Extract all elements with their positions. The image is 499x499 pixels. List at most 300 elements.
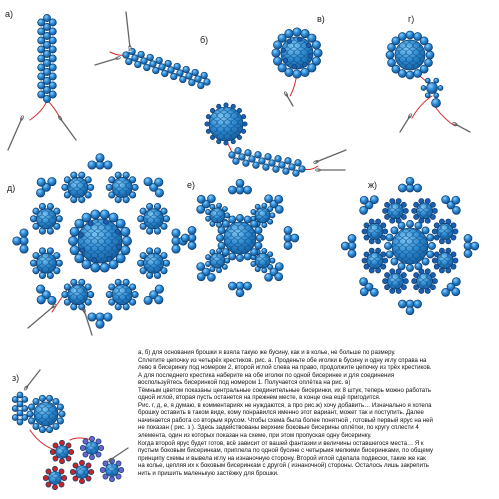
pendant-ring-bead [79,479,84,484]
chain-bead-b2 [289,164,296,171]
petal-bead [442,196,450,204]
needle-b-top [126,12,130,48]
chain-bead-a [49,28,56,35]
petal-bead [452,196,460,204]
tier-chain-bead [12,406,18,412]
tail-ring-bead [434,78,439,83]
petal-bead [360,278,368,286]
petal-bead [172,245,180,253]
chain-bead-b [204,79,211,86]
chain-bead-b2 [283,168,290,175]
connector-bead-v [283,58,288,63]
base-ring-bead [206,129,210,133]
connector-bead-v [287,39,292,44]
chain-bead-b [165,60,172,67]
petal-bead [360,288,368,296]
petal-bead [228,186,236,194]
surround-bead [453,258,458,263]
tier-chain-bead [17,410,23,416]
surround-bead [163,260,169,266]
pendant-ring-bead [52,485,57,490]
instruction-line: нить и пришить маленькую застёжку для брошки. [138,469,279,477]
petal-bead [228,282,236,290]
tail-ring-bead [434,93,439,98]
chain-bead-b [180,76,187,83]
petal-bead [197,263,205,271]
pendant-ring-bead [83,439,88,444]
base-ring-bead [224,103,228,107]
center-wrap-bead-e [229,253,236,260]
pendant-large-bead-facets [76,466,88,478]
base-large-bead-b-facets [210,108,243,141]
tier-wrap-bead-z [33,423,39,429]
wrap-bead-v [293,28,301,36]
flower-large-bead-facets [37,254,56,273]
wrap-bead-g [406,31,414,39]
thread-a [30,100,60,120]
surround-bead [432,279,437,284]
instruction-line: элемента, один из которых показан на схеме, при этом пропуская одну бисеринку. [138,432,372,440]
surround-bead [270,213,275,218]
bead-number-2: 2 [171,47,175,54]
petal-bead [244,186,252,194]
pendant-ring-bead [99,445,104,450]
center-wrap-bead-zh [428,242,435,249]
flower-large-bead-facets [144,209,163,228]
chain-bead-a [49,64,56,71]
petal-bead [144,296,152,304]
petal-bead [275,263,283,271]
petal-bead [88,313,96,321]
center-wrap-bead-e [229,216,236,223]
wrapped-bead-v-facets [282,38,313,69]
center-large-bead-d-facets [79,220,122,263]
pendant-large-bead-facets [49,472,61,484]
chain-bead-b2 [269,160,276,167]
petal-bead [414,184,422,192]
pendant-ring-bead [73,463,78,468]
bead-number-1: 1 [128,47,132,54]
surround-bead [432,208,437,213]
surround-bead [30,216,36,222]
center-wrap-bead-zh [398,263,405,270]
pendant-ring-bead [103,461,108,466]
chain-bead-b [198,82,205,89]
pendant-ring-bead [96,452,101,457]
chain-bead-a [38,19,45,26]
flower-large-bead-facets [37,209,56,228]
center-wrap-bead-e [255,227,262,234]
center-wrap-bead-d [100,210,109,219]
chain-bead-b2 [233,158,240,165]
surround-bead [453,229,458,234]
chain-bead-b2 [243,160,250,167]
surround-bead [225,213,230,218]
chain-bead-b [156,57,163,64]
flower-large-bead-facets [68,285,87,304]
surround-bead [138,216,144,222]
figure-label-d: д) [7,183,16,193]
chain-bead-b [186,73,193,80]
pendant-ring-bead [53,456,58,461]
petal-bead [452,278,460,286]
pendant-ring-bead [116,474,121,479]
connector-bead-v [302,62,307,67]
petal-bead [48,296,56,304]
petal-bead [398,300,406,308]
pendant-ring-bead [86,463,91,468]
surround-bead [412,279,417,284]
thread-b-left [110,52,124,55]
needle-z-top [26,370,40,388]
tier-wrap-bead-z [28,418,34,424]
chain-bead-b2 [249,156,256,163]
pendant-ring-bead [73,476,78,481]
center-wrap-bead-zh [422,227,429,234]
petal-bead [155,296,163,304]
chain-bead-b [192,69,199,76]
chain-bead-a [49,46,56,53]
wrap-bead-g [406,71,414,79]
base-ring-bead [231,139,235,143]
center-connector-bead-d [117,244,122,249]
center-wrap-bead-d [100,263,109,272]
instruction-line: Сплетите цепочку из четырёх крестиков. рис. а. Проденьте обе иголки в бусину и одну иглу справа на [138,356,427,364]
pendant-ring-bead [59,482,64,487]
wrapped-bead-g-facets [396,41,425,70]
figure-label-zh: ж) [368,180,378,190]
center-wrap-bead-d [121,227,130,236]
center-wrap-bead-e [216,234,223,241]
wrap-bead-v [273,57,281,65]
petal-bead [96,320,104,328]
chain-bead-b [150,61,157,68]
tier-chain-bead [12,397,18,403]
center-connector-bead-d [92,258,97,263]
chain-bead-a [38,46,45,53]
base-ring-bead [217,139,221,143]
center-wrap-bead-e [222,249,229,256]
chain-bead-b2 [273,166,280,173]
figure-label-b: б) [200,35,209,45]
tail-bead-g [427,83,438,94]
base-ring-bead [243,122,247,126]
tier-chain-bead [22,415,28,421]
pendant-ring-bead [43,475,48,480]
chain-bead-b2 [259,158,266,165]
center-wrap-bead-e [218,242,225,249]
flower-large-bead-facets [417,203,432,218]
chain-bead-a [38,28,45,35]
surround-bead [30,260,36,266]
surround-bead [87,291,93,297]
chain-bead-b [147,54,154,61]
pendant-ring-bead [70,469,75,474]
surround-bead [106,291,112,297]
pendant-ring-bead [66,443,71,448]
petal-bead [370,288,378,296]
petal-bead [197,205,205,213]
wrap-bead-v [312,41,320,49]
petal-bead [155,178,163,186]
center-wrap-bead-e [236,214,243,221]
instruction-line: одной иглой, вторая пусть останется на прежнем месте, в конце она ещё пригодится. [138,394,381,402]
petal-bead [172,229,180,237]
surround-bead [138,260,144,266]
chain-bead-b [159,64,166,71]
petal-bead [155,285,163,293]
petal-bead [236,289,244,297]
chain-bead-b2 [255,152,262,159]
pendant-ring-bead [59,469,64,474]
surround-bead [132,184,138,190]
center-wrap-bead-zh [406,264,413,271]
pendant-ring-bead [69,449,74,454]
surround-bead [106,184,112,190]
petal-bead [398,184,406,192]
base-ring-bead [241,115,245,119]
center-wrap-bead-e [222,220,229,227]
center-wrap-bead-e [256,234,263,241]
petal-bead [144,177,152,185]
petal-bead [36,285,44,293]
wrap-bead-v [293,70,301,78]
tier-wrap-bead-z [39,395,45,401]
pendant-large-bead-facets [56,446,68,458]
surround-bead [403,208,408,213]
petal-bead [275,205,283,213]
wrap-bead-g [414,69,422,77]
pendant-ring-bead [86,476,91,481]
tier-chain-bead [17,419,23,425]
instruction-line: на колье, цепляя их к боковым бисеринкам с другой ( изнаночной) стороны. Осталось лишь закрепить [138,462,429,470]
flower-large-bead-facets [113,178,132,197]
petal-bead [188,242,196,250]
pendant-ring-bead [119,467,124,472]
surround-bead [383,258,388,263]
chain-bead-a [38,64,45,71]
chain-bead-b2 [299,166,306,173]
pendant-ring-bead [100,467,105,472]
chain-bead-b2 [229,152,236,159]
petal-bead [406,177,414,185]
pendant-ring-bead [52,466,57,471]
instructions-text [138,349,494,477]
wrap-bead-v [301,68,309,76]
wrap-bead-g [398,33,406,41]
chain-bead-b [174,63,181,70]
needle-b-left [95,58,118,65]
base-ring-bead [210,108,214,112]
tail-ring-bead [421,86,426,91]
petal-bead [275,273,283,281]
pendant-ring-bead [50,449,55,454]
pendant-ring-bead [89,455,94,460]
petal-bead [181,234,189,242]
chain-bead-b2 [285,158,292,165]
petal-bead [464,234,472,242]
base-ring-bead [237,135,241,139]
center-wrap-bead-zh [406,220,413,227]
pendant-ring-bead [83,452,88,457]
center-connector-bead-d [115,229,120,234]
chain-bead-b2 [265,154,272,161]
wrap-bead-g [388,59,396,67]
surround-bead [432,258,437,263]
chain-bead-b2 [293,170,300,177]
pendant-ring-bead [89,469,94,474]
flower-large-bead-facets [367,253,382,268]
petal-bead [236,179,244,187]
chain-bead-b [183,66,190,73]
tier-wrap-bead-z [33,398,39,404]
chain-bead-b2 [279,162,286,169]
wrap-bead-g [386,51,394,59]
surround-bead [225,258,230,263]
chain-bead-b2 [245,150,252,157]
petal-bead [452,288,460,296]
needle-a-left [8,118,22,150]
base-ring-bead [210,135,214,139]
wrap-bead-v [314,49,322,57]
wrap-bead-g [426,51,434,59]
surround-bead [403,279,408,284]
petal-bead [188,226,196,234]
chain-bead-b [141,58,148,65]
chain-bead-b [162,70,169,77]
flower-large-bead-facets [417,274,432,289]
flower-large-bead-facets [144,254,163,273]
pendant-ring-bead [46,469,51,474]
surround-bead [62,291,68,297]
petal-bead [20,229,28,237]
center-wrap-bead-d [70,227,79,236]
center-wrap-bead-d [75,254,84,263]
tier-chain-bead [22,406,28,412]
petal-bead [442,288,450,296]
figure-label-a: а) [5,9,14,19]
base-ring-bead [224,141,228,145]
center-connector-bead-d [107,256,112,261]
flower-large-bead-facets [388,274,403,289]
bead-number-3: 3 [311,155,315,162]
tier-wrap-bead-z [46,395,52,401]
chain-bead-b2 [275,156,282,163]
tail-ring-bead [438,86,443,91]
pendant-large-bead-facets [106,464,118,476]
petal-bead [284,226,292,234]
petal-bead [291,234,299,242]
chain-bead-a [49,91,56,98]
chain-bead-b [201,72,208,79]
pendant-large-bead-facets [86,442,98,454]
petal-bead [452,206,460,214]
petal-bead [370,196,378,204]
chain-bead-a [49,73,56,80]
petal-bead [360,206,368,214]
petal-bead [341,242,349,250]
center-wrap-bead-e [251,220,258,227]
flower-large-bead-facets [210,208,224,222]
pendant-ring-bead [53,443,58,448]
petal-bead [197,195,205,203]
petal-bead [197,273,205,281]
chain-bead-a [49,19,56,26]
petal-bead [13,237,21,245]
petal-bead [37,296,45,304]
petal-bead [207,195,215,203]
pendant-ring-bead [62,475,67,480]
center-connector-bead-d [88,221,93,226]
needle-a-right [60,118,76,140]
wrap-bead-g [424,43,432,51]
base-ring-bead [231,104,235,108]
surround-bead [62,184,68,190]
flower-large-bead-facets [388,203,403,218]
connector-bead-v [297,37,302,42]
center-wrap-bead-e [255,242,262,249]
center-wrap-bead-zh [386,251,393,258]
center-wrap-bead-zh [391,227,398,234]
center-wrap-bead-zh [415,222,422,229]
center-large-bead-zh-facets [393,229,428,264]
needle-z-right [110,448,128,460]
instruction-line: начинается работа со вторым ярусом. Чтобы схема была более понятной , готовый первый ярус на ней [138,416,433,424]
surround-bead [163,216,169,222]
petal-bead [348,250,356,258]
flower-large-bead-facets [256,208,270,222]
base-ring-bead [237,108,241,112]
chain-bead-b2 [263,164,270,171]
needle-d-left [28,306,54,328]
chain-bead-b [153,67,160,74]
surround-bead [432,229,437,234]
chain-bead-a [49,37,56,44]
center-wrap-bead-d [68,236,77,245]
base-ring-bead [241,129,245,133]
pendant-ring-bead [89,436,94,441]
petal-bead [36,189,44,197]
surround-bead [87,184,93,190]
instruction-line: а, б) для основания брошки я взяла такую же бусину, как и в колье, не больше по размеру. [138,349,396,356]
surround-bead [56,260,62,266]
wrap-bead-v [272,49,280,57]
chain-bead-b [171,73,178,80]
pendant-ring-bead [96,439,101,444]
flower-large-bead-facets [438,253,453,268]
tier-wrap-bead-z [57,418,63,424]
instruction-line: Рис. г, д, е, я думаю, в комментариях не нуждаются, а про рис.ж) хочу добавить… Изначально я хотела [138,401,432,409]
tier-wrap-bead-z [28,404,34,410]
tier-chain-bead [17,401,23,407]
chain-bead-a [38,55,45,62]
center-connector-bead-d [80,248,85,253]
petal-bead [360,196,368,204]
petal-bead [244,282,252,290]
petal-bead [37,178,45,186]
tier-large-bead-z-facets [35,403,58,426]
connector-bead-v [292,64,297,69]
chain-bead-b2 [239,154,246,161]
tier-wrap-bead-z [46,426,52,432]
chain-bead-b2 [253,162,260,169]
tail-bead-g [432,99,441,108]
surround-bead [56,216,62,222]
center-wrap-bead-zh [384,242,391,249]
chain-bead-b [177,70,184,77]
base-ring-bead [205,122,209,126]
surround-bead [412,208,417,213]
